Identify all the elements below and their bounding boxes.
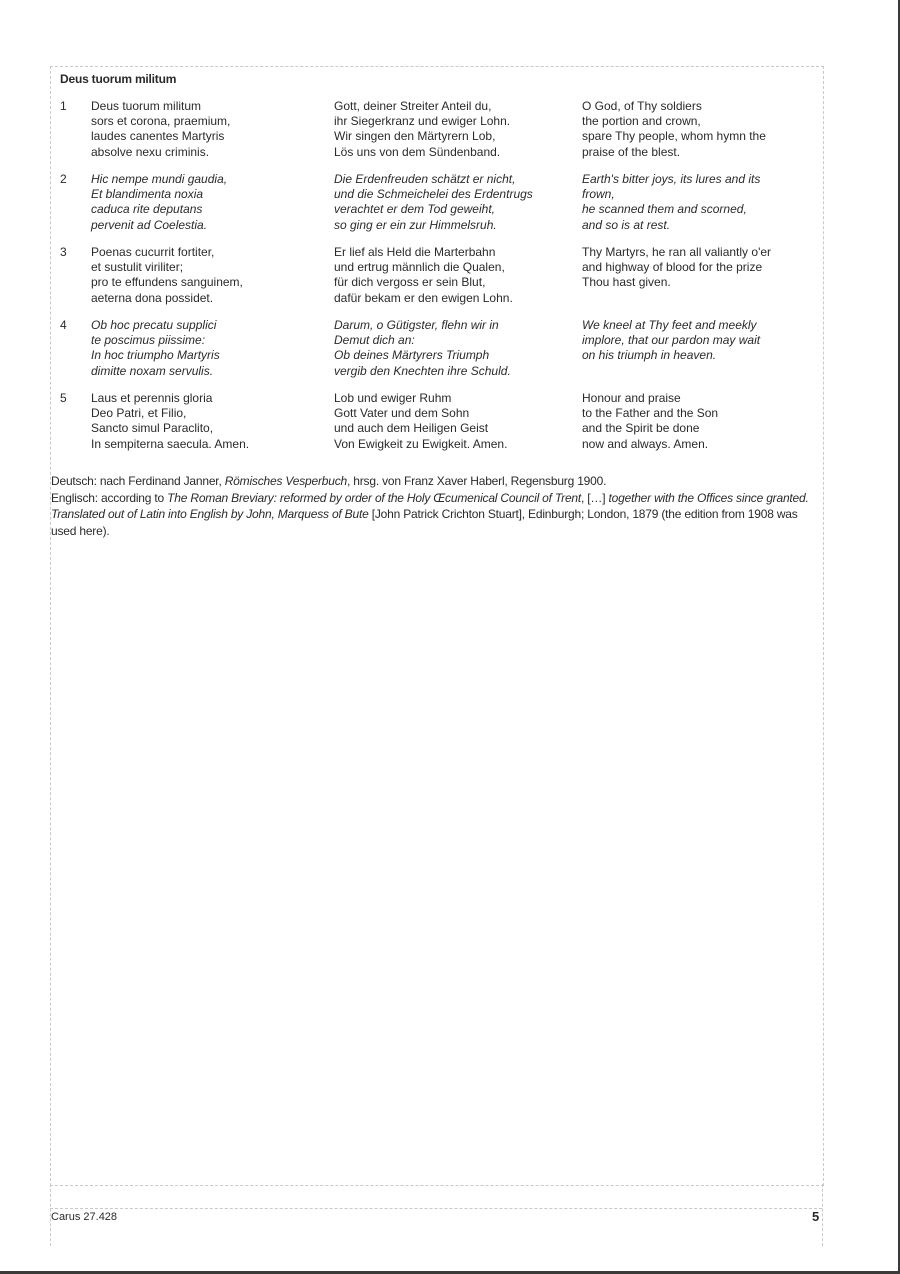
verse-line: te poscimus piissime: [91, 333, 206, 348]
verse-line: frown, [582, 187, 615, 202]
credit-german-text: Deutsch: nach Ferdinand Janner, [51, 474, 225, 488]
verse-line: the portion and crown, [582, 114, 701, 129]
verse-line: he scanned them and scorned, [582, 202, 747, 217]
verse-line: sors et corona, praemium, [91, 114, 231, 129]
verse-line: to the Father and the Son [582, 406, 719, 421]
verse-line: und die Schmeichelei des Erdentrugs [334, 187, 533, 202]
verse-line: et sustulit viriliter; [91, 260, 184, 275]
verse-line: In sempiterna saecula. Amen. [91, 436, 250, 451]
verse-line: Thy Martyrs, he ran all valiantly o'er [582, 245, 772, 259]
credit-english-text-end: [John Patrick Crichton Stuart], Edinburgh; London, 1879 (the edition from 1908 was used here). [51, 507, 798, 538]
stanza-number: 1 [60, 99, 67, 113]
verse-line: Darum, o Gütigster, flehn wir in [334, 318, 499, 332]
verse-line: Sancto simul Paraclito, [91, 421, 214, 436]
verse-line: vergib den Knechten ihre Schuld. [334, 363, 511, 378]
verse-line: Deo Patri, et Filio, [91, 406, 187, 421]
footer-guide-right [822, 1184, 823, 1246]
stanza-english-text [582, 99, 766, 160]
verse-line: Gott, deiner Streiter Anteil du, [334, 99, 492, 113]
stanza-english-text [582, 391, 718, 452]
verse-line: verachtet er dem Tod geweiht, [334, 202, 495, 217]
credit-english-text: Englisch: according to [51, 490, 168, 505]
stanza-latin-text [91, 99, 230, 160]
verse-line: implore, that our pardon may wait [582, 333, 761, 348]
verse-line: aeterna dona possidet. [91, 290, 214, 305]
stanza-number: 3 [60, 245, 67, 259]
verse-line: Ob hoc precatu supplici [91, 318, 217, 332]
verse-line: Honour and praise [582, 391, 681, 405]
verse-line: Hic nempe mundi gaudia, [91, 172, 228, 186]
verse-line: Er lief als Held die Marterbahn [334, 245, 496, 259]
verse-line: spare Thy people, whom hymn the [582, 129, 766, 144]
verse-line: Die Erdenfreuden schätzt er nicht, [334, 172, 516, 186]
verse-line: und auch dem Heiligen Geist [334, 421, 489, 436]
verse-line: pervenit ad Coelestia. [91, 217, 208, 232]
verse-line: und ertrug männlich die Qualen, [334, 260, 505, 275]
translation-credits [51, 473, 823, 539]
verse-line: Thou hast given. [582, 275, 671, 290]
verse-line: on his triumph in heaven. [582, 348, 717, 363]
verse-line: and highway of blood for the prize [582, 260, 763, 275]
credit-english-title: The Roman Breviary: reformed by order of the Holy Œcumenical Council of Trent [167, 490, 582, 505]
verse-line: dafür bekam er den ewigen Lohn. [334, 290, 513, 305]
stanza-german-text [334, 99, 510, 160]
credit-english-title-cont: together with the Offices since granted. Translated out of Latin into English by John, Marquess of Bute [51, 490, 809, 521]
stanza-english-text [582, 245, 771, 291]
credit-german-text-end: , hrsg. von Franz Xaver Haberl, Regensburg 1900. [347, 474, 607, 488]
credit-german-title: Römisches Vesperbuch [224, 474, 348, 488]
stanza-german-text [334, 245, 513, 306]
verse-line: We kneel at Thy feet and meekly [582, 318, 757, 332]
hymn-title: Deus tuorum militum [60, 72, 177, 86]
stanza-german-text [334, 391, 507, 452]
stanza-number: 4 [60, 318, 67, 332]
verse-line: laudes canentes Martyris [91, 129, 225, 144]
verse-line: Von Ewigkeit zu Ewigkeit. Amen. [334, 436, 508, 451]
verse-line: Et blandimenta noxia [91, 187, 204, 202]
verse-line: Wir singen den Märtyrern Lob, [334, 129, 496, 144]
verse-line: Deus tuorum militum [91, 99, 202, 113]
verse-line: In hoc triumpho Martyris [91, 348, 220, 363]
verse-line: für dich vergoss er sein Blut, [334, 275, 486, 290]
stanza-german-text [334, 318, 511, 379]
verse-line: and so is at rest. [582, 217, 671, 232]
text-frame [50, 66, 824, 1186]
verse-line: praise of the blest. [582, 144, 681, 159]
stanza-latin-text [91, 245, 243, 306]
verse-line: pro te effundens sanguinem, [91, 275, 243, 290]
stanza-english-text [582, 172, 760, 233]
catalog-number: Carus 27.428 [51, 1211, 118, 1223]
verse-line: Earth's bitter joys, its lures and its [582, 172, 761, 186]
verse-line: dimitte noxam servulis. [91, 363, 214, 378]
stanza-english-text [582, 318, 760, 364]
stanza-number: 5 [60, 391, 67, 405]
verse-line: so ging er ein zur Himmelsruh. [334, 217, 497, 232]
verse-line: and the Spirit be done [582, 421, 700, 436]
verse-line: now and always. Amen. [582, 436, 709, 451]
verse-line: absolve nexu criminis. [91, 144, 210, 159]
verse-line: Gott Vater und dem Sohn [334, 406, 470, 421]
stanza-latin-text [91, 318, 220, 379]
footer-divider [50, 1208, 822, 1209]
credit-english-ellipsis: , […] [581, 490, 609, 505]
verse-line: O God, of Thy soldiers [582, 99, 702, 113]
stanza-german-text [334, 172, 533, 233]
verse-line: caduca rite deputans [91, 202, 203, 217]
stanza-latin-text [91, 391, 249, 452]
verse-line: Poenas cucurrit fortiter, [91, 245, 215, 259]
verse-line: Laus et perennis gloria [91, 391, 213, 405]
page-number: 5 [812, 1209, 820, 1224]
verse-line: Lös uns von dem Sündenband. [334, 144, 501, 159]
verse-line: Lob und ewiger Ruhm [334, 391, 452, 405]
stanza-number: 2 [60, 172, 67, 186]
verse-line: Ob deines Märtyrers Triumph [334, 348, 490, 363]
verse-line: Demut dich an: [334, 333, 415, 348]
verse-line: ihr Siegerkranz und ewiger Lohn. [334, 114, 511, 129]
stanza-latin-text [91, 172, 227, 233]
